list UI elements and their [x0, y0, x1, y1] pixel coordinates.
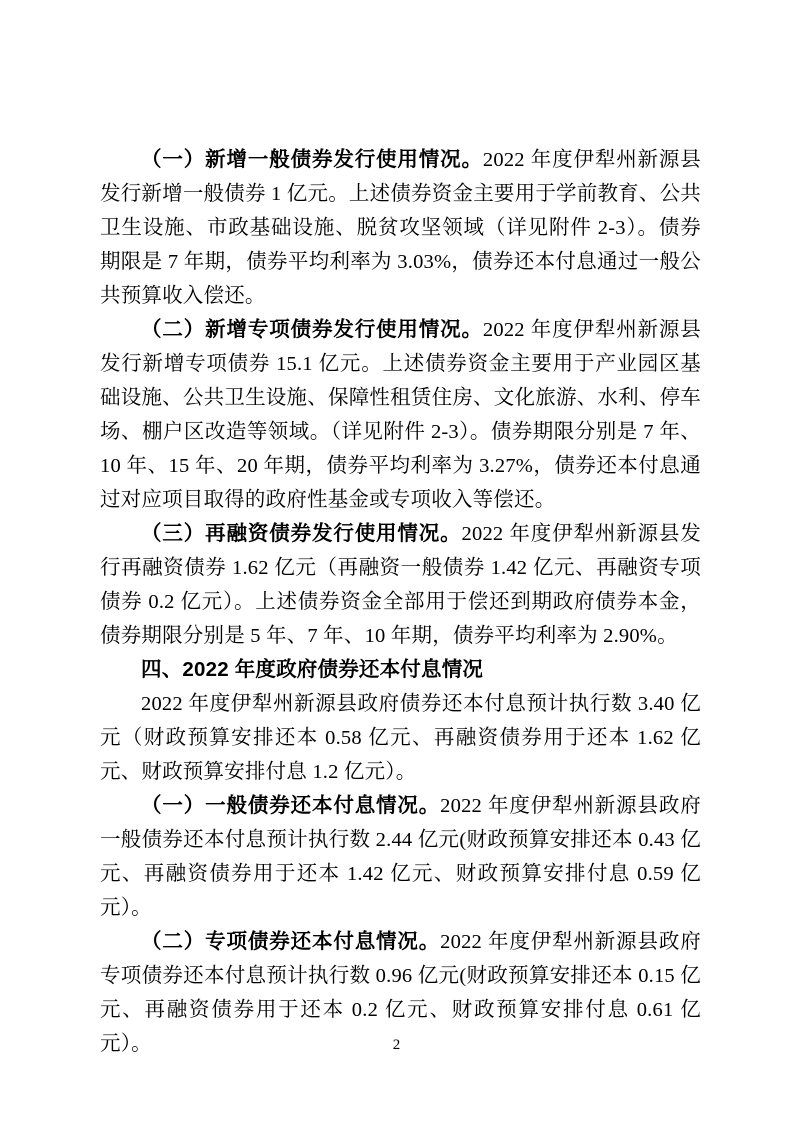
- paragraph-lead: （二）新增专项债券发行使用情况。: [141, 319, 483, 341]
- paragraph-lead: （二）专项债券还本付息情况。: [141, 931, 441, 953]
- paragraph-text: 2022 年度伊犁州新源县发行再融资债券 1.62 亿元（再融资一般债券 1.42 亿元、再融资专项债券 0.2 亿元）。上述债券资金全部用于偿还到期政府债券本金，债券期限分别是 5 年、7 年、10 年期，债券平均利率为 2.90%。: [100, 523, 701, 647]
- paragraph-lead: （三）再融资债券发行使用情况。: [141, 523, 462, 545]
- paragraph-text: 2022 年度伊犁州新源县政府一般债券还本付息预计执行数 2.44 亿元(财政预算安排还本 0.43 亿元、再融资债券用于还本 1.42 亿元、财政预算安排付息 0.59 亿元）。: [100, 795, 701, 919]
- paragraph-text: 2022 年度伊犁州新源县发行新增专项债券 15.1 亿元。上述债券资金主要用于产业园区基础设施、公共卫生设施、保障性租赁住房、文化旅游、水利、停车场、棚户区改造等领域。（详见附件 2-3）。债券期限分别是 7 年、10 年、15 年、20 年期，债券平均利率为 3.27%，债券还本付息通过对应项目取得的政府性基金或专项收入等偿还。: [100, 319, 702, 511]
- paragraph-new-general-bonds: [100, 143, 701, 313]
- paragraph-lead: （一）一般债券还本付息情况。: [141, 795, 441, 817]
- paragraph-general-debt-service: [100, 789, 701, 925]
- section-heading-debt-service: 四、2022 年度政府债券还本付息情况: [141, 658, 484, 681]
- document-body: [100, 143, 701, 1061]
- paragraph-text: 2022 年度伊犁州新源县政府专项债券还本付息预计执行数 0.96 亿元(财政预算安排还本 0.15 亿元、再融资债券用于还本 0.2 亿元、财政预算安排付息 0.61 亿元）。: [100, 931, 701, 1055]
- paragraph-text: 2022 年度伊犁州新源县政府债券还本付息预计执行数 3.40 亿元（财政预算安排还本 0.58 亿元、再融资债券用于还本 1.62 亿元、财政预算安排付息 1.2 亿元）。: [100, 693, 701, 783]
- paragraph-new-special-bonds: [100, 313, 701, 517]
- paragraph-lead: （一）新增一般债券发行使用情况。: [141, 149, 483, 171]
- paragraph-debt-service-summary: [100, 687, 701, 789]
- paragraph-refinancing-bonds: [100, 517, 701, 653]
- page-number: 2: [392, 1037, 401, 1053]
- paragraph-text: 2022 年度伊犁州新源县发行新增一般债券 1 亿元。上述债券资金主要用于学前教育、公共卫生设施、市政基础设施、脱贫攻坚领域（详见附件 2-3）。债券期限是 7 年期，债券平均利率为 3.03%，债券还本付息通过一般公共预算收入偿还。: [100, 149, 702, 307]
